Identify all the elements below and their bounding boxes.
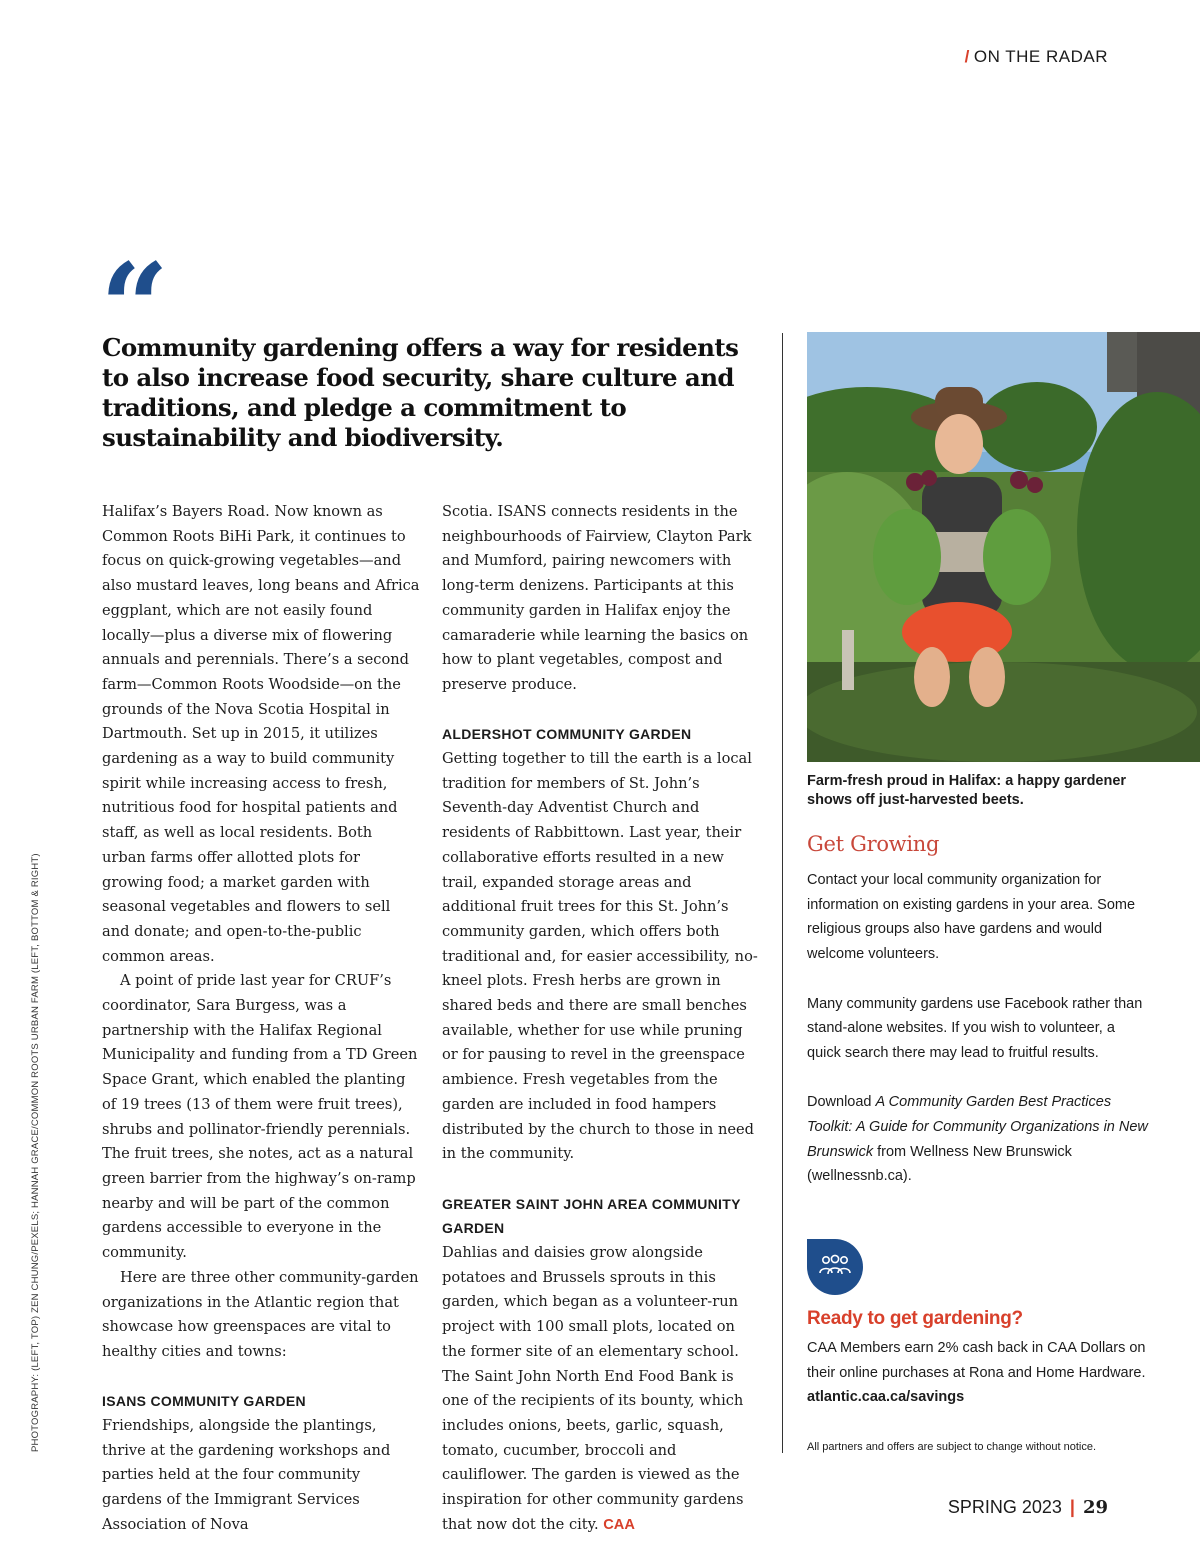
paragraph: Getting together to till the earth is a local tradition for members of St. John’s Seventh-day Adventist Church and residents of Rabbittown. Last year, their collaborative efforts resulted in a new trail, expanded storage areas and additional fruit trees for this St. John’s community garden, which offers both traditional and, for easier accessibility, no-kneel plots. Fresh herbs are grown in shared beds and there are small benches available, whether for use while pruning or for pausing to revel in the greenspace ambience. Fresh vegetables from the garden are included in food hampers distributed by the church to those in need in the community. bbox=[442, 750, 758, 1163]
section-slash: / bbox=[964, 47, 970, 66]
footer-divider: | bbox=[1069, 1497, 1075, 1517]
sidebar-title: Get Growing bbox=[807, 832, 940, 856]
sidebar-paragraph: Many community gardens use Facebook rather than stand-alone websites. If you wish to volunteer, a quick search there may lead to fruitful results. bbox=[807, 995, 1143, 1061]
page-number: 29 bbox=[1082, 1497, 1108, 1518]
toolkit-title: A Community Garden Best Practices Toolkit: A Guide for Community Organizations in New Brunswick bbox=[807, 1094, 1148, 1160]
paragraph: Here are three other community-garden organizations in the Atlantic region that showcase how greenspaces are vital to healthy cities and towns: bbox=[102, 1268, 419, 1360]
photo-caption: Farm-fresh proud in Halifax: a happy gardener shows off just-harvested beets. bbox=[807, 773, 1127, 808]
section-label: ON THE RADAR bbox=[973, 47, 1108, 66]
offer-body bbox=[807, 1336, 1152, 1410]
paragraph: Friendships, alongside the plantings, thrive at the gardening workshops and parties held at the four community gardens of the Immigrant Services Association of Nova bbox=[102, 1417, 391, 1533]
download-suffix: from Wellness New Brunswick (wellnessnb.ca). bbox=[807, 1143, 1072, 1185]
ready-title: Ready to get gardening? bbox=[807, 1308, 1023, 1329]
people-icon bbox=[807, 1239, 863, 1295]
quote-mark-icon: “ bbox=[100, 237, 170, 378]
column-divider bbox=[782, 333, 783, 1453]
fine-print: All partners and offers are subject to change without notice. bbox=[807, 1441, 1097, 1453]
photo-credit: PHOTOGRAPHY: (LEFT, TOP) ZEN CHUNG/PEXELS; HANNAH GRACE/COMMON ROOTS URBAN FARM (LEFT, BOTTOM & RIGHT) bbox=[30, 853, 41, 1452]
section-tag bbox=[965, 47, 1108, 67]
sidebar-paragraph bbox=[807, 1090, 1152, 1189]
pull-quote: Community gardening offers a way for residents to also increase food security, share culture and traditions, and pledge a commitment to sustainability and biodiversity. bbox=[102, 333, 739, 452]
article-column-1 bbox=[102, 500, 420, 1538]
gardener-photo bbox=[807, 332, 1200, 762]
paragraph: A point of pride last year for CRUF’s coordinator, Sara Burgess, was a partnership with the Halifax Regional Municipality and funding from a TD Green Space Grant, which enabled the planting of 19 trees (13 of them were fruit trees), shrubs and pollinator-friendly perennials. The fruit trees, she notes, act as a natural green barrier from the highway’s on-ramp nearby and will be part of the common gardens accessible to everyone in the community. bbox=[102, 972, 418, 1262]
article-column-2 bbox=[442, 500, 760, 1538]
subhead-isans: ISANS COMMUNITY GARDEN bbox=[102, 1393, 306, 1410]
sidebar-paragraph: Contact your local community organization for information on existing gardens in your area. Some religious groups also have gardens and would welcome volunteers. bbox=[807, 872, 1136, 963]
caa-signoff: CAA bbox=[603, 1516, 635, 1533]
download-prefix: Download bbox=[807, 1094, 876, 1111]
paragraph: Scotia. ISANS connects residents in the neighbourhoods of Fairview, Clayton Park and Mumford, pairing newcomers with long-term denizens. Participants at this community garden in Halifax enjoy the camaraderie while learning the basics on how to plant vegetables, compost and preserve produce. bbox=[442, 503, 752, 693]
paragraph: Halifax’s Bayers Road. Now known as Common Roots BiHi Park, it continues to focus on quick-growing vegetables—and also mustard leaves, long beans and Africa eggplant, which are not easily found locally—plus a diverse mix of flowering annuals and perennials. There’s a second farm—Common Roots Woodside—on the grounds of the Nova Scotia Hospital in Dartmouth. Set up in 2015, it utilizes gardening as a way to build community spirit while increasing access to fresh, nutritious food for hospital patients and staff, as well as local residents. Both urban farms offer allotted plots for growing food; a market garden with seasonal vegetables and flowers to sell and donate; and open-to-the-public common areas. bbox=[102, 503, 420, 965]
subhead-aldershot: ALDERSHOT COMMUNITY GARDEN bbox=[442, 726, 692, 743]
paragraph-text: Dahlias and daisies grow alongside potatoes and Brussels sprouts in this garden, which began as a volunteer-run project with 100 small plots, located on the former site of an elementary school. The Saint John North End Food Bank is one of the recipients of its bounty, which includes onions, beets, garlic, squash, tomato, cucumber, broccoli and cauliflower. The garden is viewed as the inspiration for other community gardens that now dot the city. bbox=[442, 1244, 744, 1533]
page-footer bbox=[948, 1497, 1108, 1518]
offer-text: CAA Members earn 2% cash back in CAA Dollars on their online purchases at Rona and Home Hardware. bbox=[807, 1340, 1146, 1381]
issue-label: SPRING 2023 bbox=[947, 1497, 1062, 1517]
sidebar-body bbox=[807, 868, 1152, 1189]
savings-link[interactable]: atlantic.caa.ca/savings bbox=[807, 1389, 965, 1406]
subhead-saint-john: GREATER SAINT JOHN AREA COMMUNITY GARDEN bbox=[442, 1195, 741, 1237]
paragraph bbox=[442, 1241, 760, 1537]
